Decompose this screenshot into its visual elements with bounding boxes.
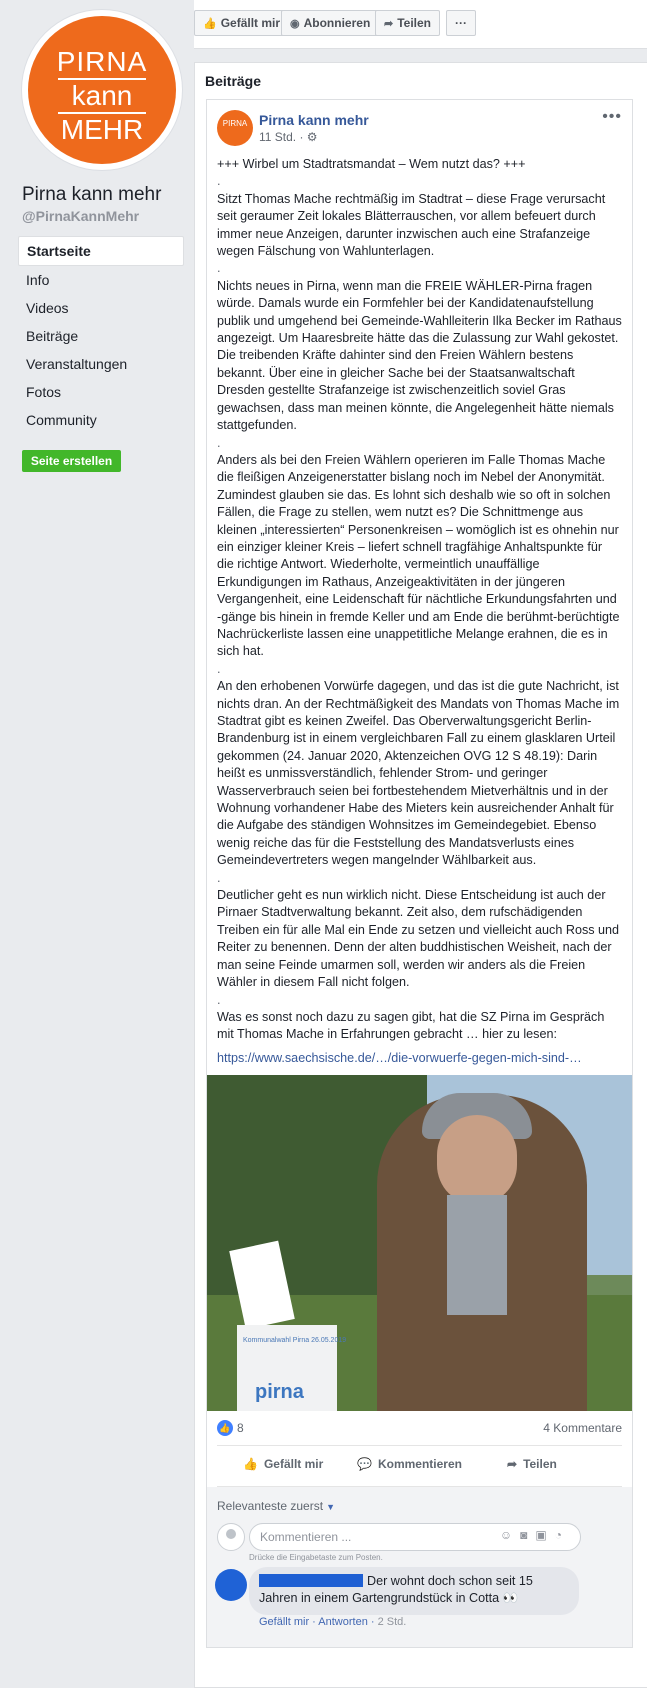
separator-dot: .: [217, 870, 221, 885]
logo-line1: PIRNA: [56, 46, 148, 77]
like-reaction-icon: 👍: [217, 1420, 233, 1436]
nav-item-fotos[interactable]: Fotos: [26, 384, 62, 400]
comment-time[interactable]: 2 Std.: [377, 1616, 407, 1629]
comment-input[interactable]: [249, 1523, 581, 1551]
comment-input-icons: [500, 1528, 570, 1542]
share-button[interactable]: ➦ Teilen: [507, 1457, 557, 1472]
comment-text: Der wohnt doch schon seit 15 Jahren in einem Gartengrundstück in Cotta 👀: [259, 1574, 533, 1606]
redacted-name: [259, 1574, 363, 1587]
post-paragraph: Deutlicher geht es nun wirklich nicht. Diese Entscheidung ist auch der Pirnaer Stadtverwaltung bekannt. Zeit also, dem rufschädigenden Treiben ein für alle Mal ein Ende zu setzen und vielleicht auch Ross und Reiter zu benennen. Denn der alten buddhistischen Weisheit, nach der man seine Feinde umarmen soll, werden wir anders als die Freien Wähler in diesem Fall nicht folgen.: [217, 888, 620, 990]
post-author[interactable]: Pirna kann mehr: [259, 112, 369, 128]
comment-placeholder: Kommentieren ...: [260, 1530, 352, 1545]
logo-line2: kann: [71, 80, 133, 111]
post: [206, 99, 633, 1648]
post-avatar[interactable]: PIRNA: [217, 110, 253, 146]
post-actions: [217, 1446, 622, 1487]
rss-icon: ◉: [290, 18, 300, 30]
comments-area: [207, 1487, 632, 1647]
post-paragraph: Anders als bei den Freien Wählern operieren im Falle Thomas Mache die fleißigen Anzeigenerstatter bislang noch im Nebel der Anonymität. Zumindest glauben sie das. Es lohnt sich deshalb wie so oft in solchen Fällen, die Frage zu stellen, wem nutzt es? Die Schnittmenge aus kleinen „interessierten“ Personenkreisen – womöglich ist es ohnehin nur ein einziger kleiner Kreis – liefert schnell tragfähige Anhaltspunkte für die richtige Antwort. Wiederholte, vermeintlich unauffällige Erkundigungen im Rathaus, Anzeigeaktivitäten in der jüngeren Vergangenheit, eine Leidenschaft für nächtliche Erkundungsfahrten und -gänge bis hinein in fremde Keller und am Ende die berühmt-berüchtigte Nachrückerliste lassen eine unappetitliche Melange erahnen, die es in sich hat.: [217, 452, 620, 659]
user-avatar: [217, 1523, 245, 1551]
comment-meta: Gefällt mir · Antworten · 2 Std.: [259, 1616, 407, 1629]
separator-dot: .: [217, 174, 221, 189]
separator-dot: .: [217, 435, 221, 450]
ballot-box-logo: pirna: [255, 1381, 304, 1404]
nav-item-videos[interactable]: Videos: [26, 300, 69, 316]
thumbs-up-icon: 👍: [243, 1457, 258, 1472]
comment-count[interactable]: 4 Kommentare: [543, 1421, 622, 1436]
comment-icon: 💬: [357, 1457, 372, 1472]
photo-scarf: [447, 1195, 507, 1315]
photo-face: [437, 1115, 517, 1205]
camera-icon[interactable]: ◙: [520, 1528, 536, 1543]
ballot-box-text: Kommunalwahl Pirna 26.05.2019: [243, 1337, 347, 1345]
section-title: Beiträge: [205, 73, 262, 89]
post-paragraph: +++ Wirbel um Stadtratsmandat – Wem nutzt das? +++: [217, 157, 526, 171]
like-button[interactable]: 👍 Gefällt mir: [243, 1457, 324, 1472]
gif-icon[interactable]: ▣: [535, 1528, 555, 1543]
share-arrow-icon: ➦: [507, 1457, 518, 1472]
post-paragraph: Nichts neues in Pirna, wenn man die FREIE WÄHLER-Pirna fragen würde. Damals wurde ein Formfehler bei der Kandidatenaufstellung publik und umgehend bei Gemeinde-Wahlleiterin Ilka Becker im Rathaus angezeigt. Um Haaresbreite hätte das die Zulassung zur Wahl gekostet. Die treibenden Kräfte dahinter sind den Freien Wählern bestens bekannt. Über eine in gleicher Sache bei der Staatsanwaltschaft Dresden gestellte Strafanzeige ist zwischenzeitlich soviel Gras gewachsen, dass man meinen könnte, die Angelegenheit hätte niemals stattgefunden.: [217, 278, 622, 433]
comment-button[interactable]: 💬 Kommentieren: [357, 1457, 462, 1472]
nav-item-beitraege[interactable]: Beiträge: [26, 328, 79, 344]
thumbs-up-icon: 👍: [203, 18, 217, 30]
post-paragraph: Was es sonst noch dazu zu sagen gibt, hat die SZ Pirna im Gespräch mit Thomas Mache in Erfahrungen gebracht … hier zu lesen:: [217, 1009, 605, 1042]
nav-item-community[interactable]: Community: [26, 412, 97, 428]
logo-line3: MEHR: [60, 114, 144, 145]
share-page-button[interactable]: ➦ Teilen: [375, 10, 440, 36]
post-photo[interactable]: [207, 1075, 632, 1411]
page-handle[interactable]: @PirnaKannMehr: [22, 208, 140, 224]
posts-section: [194, 62, 647, 1688]
like-page-button[interactable]: 👍 Gefällt mir: [194, 10, 289, 36]
nav-item-startseite[interactable]: Startseite: [18, 236, 184, 266]
nav-item-info[interactable]: Info: [26, 272, 50, 288]
post-header: [207, 100, 632, 150]
separator-dot: .: [217, 661, 221, 676]
emoji-icon[interactable]: ☺: [499, 1528, 521, 1543]
post-paragraph: Sitzt Thomas Mache rechtmäßig im Stadtrat – diese Frage verursacht seit geraumer Zeit lokales Blätterrauschen, vor allem befeuert durch immer neue Anzeigen, darunter inzwischen auch eine Strafanzeige wegen Fälschung von Wahlunterlagen.: [217, 191, 606, 259]
caret-down-icon: ▼: [326, 1502, 335, 1513]
create-page-button[interactable]: Seite erstellen: [22, 450, 121, 472]
more-button[interactable]: ···: [446, 10, 476, 36]
post-timestamp[interactable]: 11 Std. · ⚙: [259, 130, 318, 144]
comment-sort-dropdown[interactable]: Relevanteste zuerst ▼: [217, 1499, 335, 1514]
post-paragraph: An den erhobenen Vorwürfe dagegen, und das ist die gute Nachricht, ist nichts dran. An der Rechtmäßigkeit des Mandats von Thomas Mache im Stadtrat gibt es keinen Zweifel. Das Oberverwaltungsgericht Berlin-Brandenburg ist in einem vergleichbaren Fall zu einem glasklaren Urteil gekommen (24. Januar 2020, Aktenzeichen OVG 12 S 48.19): Darin heißt es unmissverständlich, fehlender Strom- und geringer Wasserverbrauch seien bei fortbestehendem Mietverhältnis und in der Wohnung vorhandener Habe des Mieters kein ausreichender Anhalt für die Aufgabe des ständigen Wohnsitzes im Gemeindegebiet. Ebenso wenig reiche das für die Feststellung des Mandatsverlusts eines Gemeindevertreters wegen mangelnder Wählbarkeit aus.: [217, 679, 620, 868]
comment-reply-link[interactable]: Antworten: [318, 1616, 368, 1629]
post-stats: [217, 1411, 622, 1446]
page-title[interactable]: Pirna kann mehr: [22, 184, 162, 205]
sticker-icon[interactable]: ◔: [554, 1528, 570, 1543]
post-body: [207, 150, 632, 1067]
like-count[interactable]: 8: [237, 1421, 244, 1436]
comment-hint: Drücke die Eingabetaste zum Posten.: [249, 1553, 383, 1563]
nav-item-veranstaltungen[interactable]: Veranstaltungen: [26, 356, 128, 372]
comment-like-link[interactable]: Gefällt mir: [259, 1616, 310, 1629]
logo: [28, 16, 176, 164]
separator-dot: .: [217, 261, 221, 276]
comment-bubble: [249, 1567, 579, 1615]
separator-dot: .: [217, 992, 221, 1007]
commenter-avatar[interactable]: [215, 1569, 247, 1601]
article-link[interactable]: https://www.saechsische.de/…/die-vorwuerfe-gegen-mich-sind-…: [217, 1050, 582, 1065]
page-avatar[interactable]: [22, 10, 182, 170]
page-action-bar: [194, 0, 647, 49]
post-options-icon[interactable]: •••: [602, 108, 622, 125]
follow-button[interactable]: ◉ Abonnieren: [281, 10, 379, 36]
share-arrow-icon: ➦: [384, 18, 394, 30]
page-nav: [18, 236, 184, 434]
